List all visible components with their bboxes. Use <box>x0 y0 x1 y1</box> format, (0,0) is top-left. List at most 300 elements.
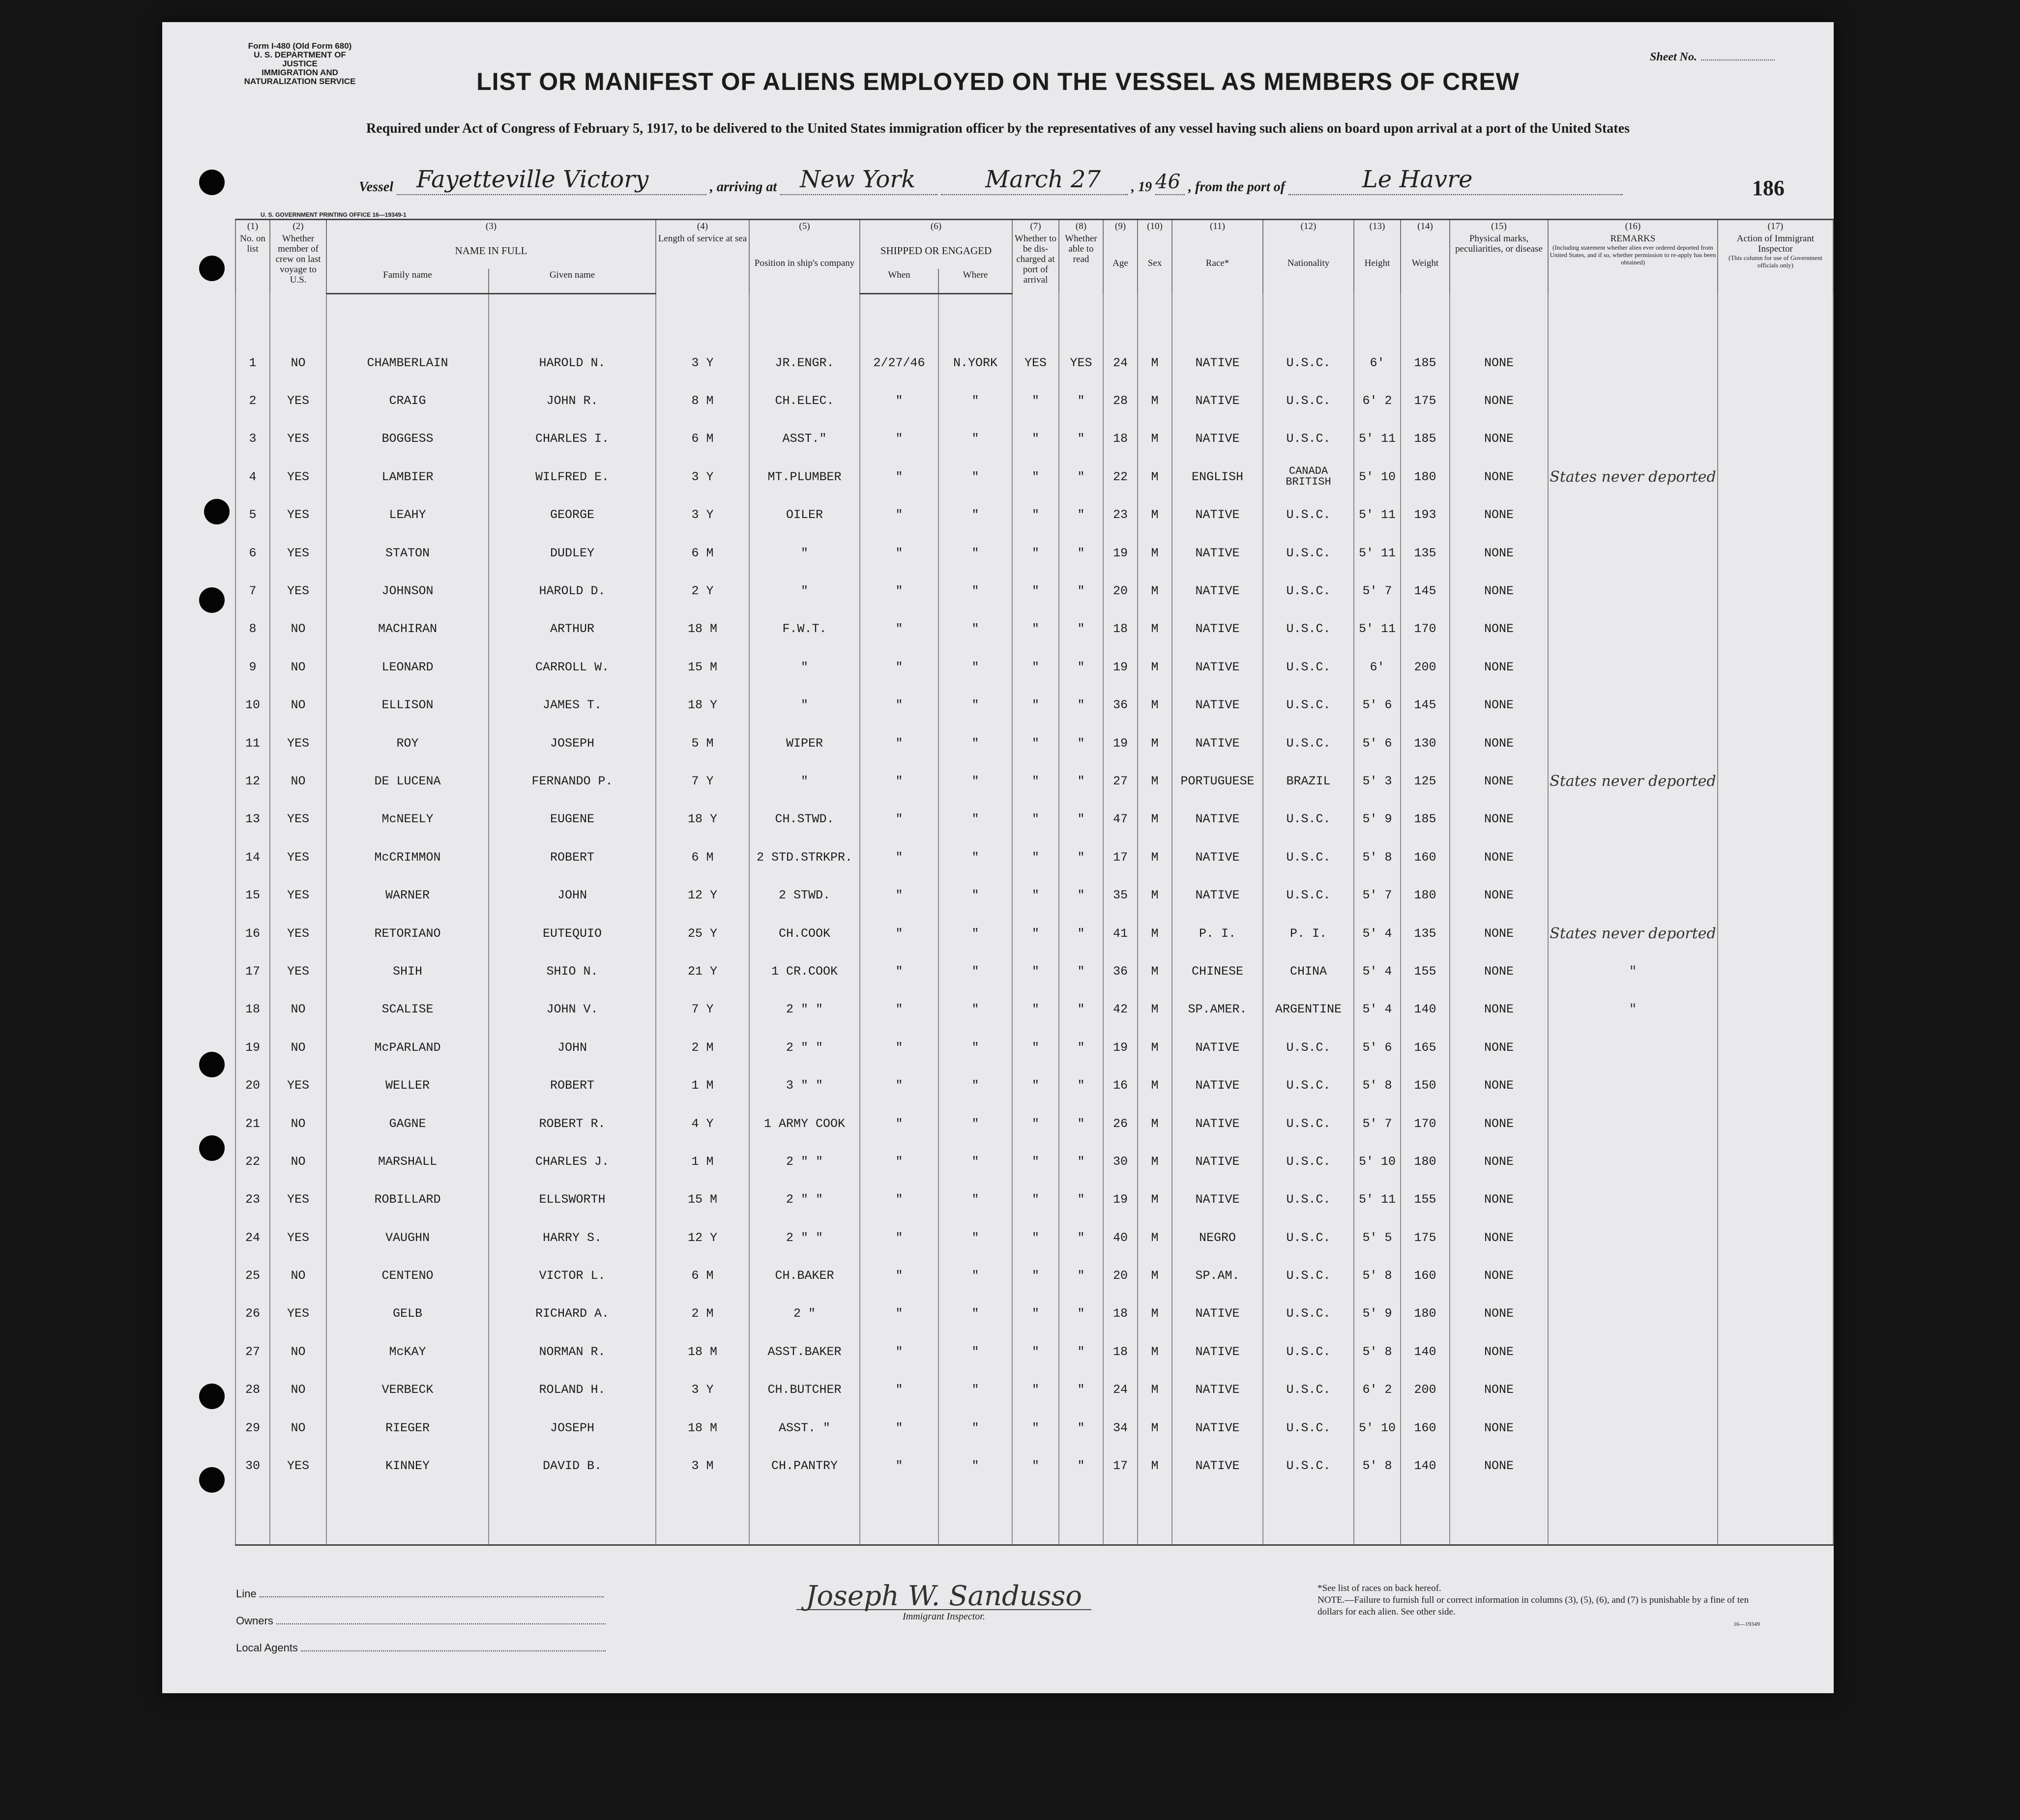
service-length-cell: 6 M <box>656 838 749 876</box>
race-cell: NATIVE <box>1172 1067 1263 1104</box>
local-agents-field <box>236 1642 606 1654</box>
sex-cell: M <box>1138 610 1172 648</box>
crew-row <box>235 953 1833 990</box>
shipped-where-cell: " <box>938 953 1012 990</box>
inspector-action-cell <box>1718 382 1833 420</box>
crew-row <box>235 420 1833 458</box>
row-number: 25 <box>235 1257 270 1295</box>
weight-cell: 150 <box>1401 1067 1450 1104</box>
from-port: Le Havre <box>1362 166 1473 193</box>
shipped-where-cell: " <box>938 610 1012 648</box>
row-number: 8 <box>235 610 270 648</box>
able-to-read-cell: " <box>1059 838 1103 876</box>
inspector-action-cell <box>1718 990 1833 1028</box>
inspector-action-cell <box>1718 876 1833 914</box>
weight-cell: 180 <box>1401 1143 1450 1181</box>
family-name-cell: RIEGER <box>326 1409 489 1446</box>
inspector-action-cell <box>1718 1181 1833 1218</box>
discharged-cell: " <box>1012 1371 1059 1409</box>
nationality-cell: U.S.C. <box>1263 1333 1354 1371</box>
remarks-cell <box>1548 1333 1718 1371</box>
able-to-read-cell: " <box>1059 648 1103 686</box>
header-inspector-action <box>1718 232 1833 294</box>
physical-marks-cell: NONE <box>1450 572 1548 610</box>
able-to-read-cell: " <box>1059 1219 1103 1257</box>
from-port-field <box>1288 166 1623 195</box>
weight-cell: 180 <box>1401 1295 1450 1332</box>
shipped-when-cell: " <box>860 876 938 914</box>
arrival-year: 46 <box>1155 171 1181 193</box>
header-last-voyage: Whether member of crew on last voyage to U.S. <box>270 232 326 294</box>
race-cell: NATIVE <box>1172 610 1263 648</box>
header-sex: Sex <box>1138 232 1172 294</box>
able-to-read-cell: " <box>1059 1143 1103 1181</box>
discharged-cell: " <box>1012 572 1059 610</box>
crew-row <box>235 1029 1833 1067</box>
family-name-cell: MARSHALL <box>326 1143 489 1181</box>
shipped-when-cell: " <box>860 572 938 610</box>
discharged-cell: " <box>1012 1143 1059 1181</box>
nationality-cell: U.S.C. <box>1263 1143 1354 1181</box>
last-voyage-cell: YES <box>270 1219 326 1257</box>
family-name-cell: SHIH <box>326 953 489 990</box>
position-cell: " <box>749 648 860 686</box>
position-cell: ASST. " <box>749 1409 860 1446</box>
height-cell: 5' 7 <box>1354 572 1401 610</box>
family-name-cell: RETORIANO <box>326 914 489 952</box>
crew-row <box>235 876 1833 914</box>
race-cell: NATIVE <box>1172 1029 1263 1067</box>
shipped-where-cell: " <box>938 534 1012 572</box>
age-cell: 18 <box>1103 1333 1138 1371</box>
age-cell: 40 <box>1103 1219 1138 1257</box>
sex-cell: M <box>1138 1143 1172 1181</box>
shipped-when-cell: " <box>860 800 938 838</box>
crew-row <box>235 1181 1833 1218</box>
last-voyage-cell: NO <box>270 344 326 382</box>
sex-cell: M <box>1138 420 1172 458</box>
discharged-cell: " <box>1012 534 1059 572</box>
inspector-action-cell <box>1718 1371 1833 1409</box>
sex-cell: M <box>1138 914 1172 952</box>
header-where: Where <box>938 269 1012 294</box>
col-number: (11) <box>1172 220 1263 233</box>
crew-row <box>235 1371 1833 1409</box>
sex-cell: M <box>1138 648 1172 686</box>
able-to-read-cell: " <box>1059 1295 1103 1332</box>
crew-row <box>235 1104 1833 1142</box>
remarks-cell <box>1548 1067 1718 1104</box>
able-to-read-cell: " <box>1059 1333 1103 1371</box>
age-cell: 28 <box>1103 382 1138 420</box>
row-number: 28 <box>235 1371 270 1409</box>
remarks-cell <box>1548 1219 1718 1257</box>
row-number: 6 <box>235 534 270 572</box>
shipped-where-cell: " <box>938 800 1012 838</box>
height-cell: 5' 8 <box>1354 838 1401 876</box>
weight-cell: 175 <box>1401 1219 1450 1257</box>
able-to-read-cell: " <box>1059 724 1103 762</box>
row-number: 2 <box>235 382 270 420</box>
position-cell: " <box>749 572 860 610</box>
nationality-cell: U.S.C. <box>1263 1181 1354 1218</box>
position-cell: CH.STWD. <box>749 800 860 838</box>
age-cell: 18 <box>1103 420 1138 458</box>
able-to-read-cell: " <box>1059 990 1103 1028</box>
height-cell: 5' 6 <box>1354 686 1401 724</box>
sex-cell: M <box>1138 686 1172 724</box>
shipped-where-cell: " <box>938 458 1012 496</box>
shipped-where-cell: " <box>938 990 1012 1028</box>
shipped-when-cell: " <box>860 496 938 534</box>
sheet-number <box>1650 51 1775 64</box>
vessel-field <box>397 166 706 195</box>
manifest-sheet <box>162 22 1834 1693</box>
given-name-cell: VICTOR L. <box>489 1257 656 1295</box>
able-to-read-cell: " <box>1059 610 1103 648</box>
weight-cell: 125 <box>1401 762 1450 800</box>
given-name-cell: ELLSWORTH <box>489 1181 656 1218</box>
col-number: (4) <box>656 220 749 233</box>
physical-marks-cell: NONE <box>1450 344 1548 382</box>
given-name-cell: HAROLD D. <box>489 572 656 610</box>
last-voyage-cell: YES <box>270 534 326 572</box>
inspector-note: (This column for use of Government officials only) <box>1728 254 1822 269</box>
service-length-cell: 12 Y <box>656 1219 749 1257</box>
remarks-cell <box>1548 534 1718 572</box>
inspector-action-cell <box>1718 1219 1833 1257</box>
service-length-cell: 21 Y <box>656 953 749 990</box>
sex-cell: M <box>1138 838 1172 876</box>
shipped-when-cell: " <box>860 1067 938 1104</box>
nationality-cell: U.S.C. <box>1263 648 1354 686</box>
age-cell: 19 <box>1103 1029 1138 1067</box>
col-number: (9) <box>1103 220 1138 233</box>
weight-cell: 145 <box>1401 572 1450 610</box>
age-cell: 19 <box>1103 648 1138 686</box>
row-number: 10 <box>235 686 270 724</box>
family-name-cell: GAGNE <box>326 1104 489 1142</box>
row-number: 18 <box>235 990 270 1028</box>
position-cell: 2 " " <box>749 990 860 1028</box>
able-to-read-cell: " <box>1059 1371 1103 1409</box>
crew-row <box>235 990 1833 1028</box>
height-cell: 6' 2 <box>1354 1371 1401 1409</box>
discharged-cell: " <box>1012 1029 1059 1067</box>
height-cell: 5' 11 <box>1354 610 1401 648</box>
service-length-cell: 2 M <box>656 1029 749 1067</box>
able-to-read-cell: " <box>1059 686 1103 724</box>
nationality-cell: U.S.C. <box>1263 1067 1354 1104</box>
shipped-where-cell: " <box>938 1104 1012 1142</box>
last-voyage-cell: NO <box>270 1409 326 1446</box>
age-cell: 18 <box>1103 610 1138 648</box>
discharged-cell: " <box>1012 800 1059 838</box>
sex-cell: M <box>1138 534 1172 572</box>
race-cell: NATIVE <box>1172 534 1263 572</box>
physical-marks-cell: NONE <box>1450 1447 1548 1485</box>
discharged-cell: " <box>1012 1104 1059 1142</box>
crew-row <box>235 458 1833 496</box>
service-length-cell: 6 M <box>656 1257 749 1295</box>
family-name-cell: WELLER <box>326 1067 489 1104</box>
binder-hole <box>199 1467 225 1493</box>
row-number: 17 <box>235 953 270 990</box>
weight-cell: 200 <box>1401 1371 1450 1409</box>
vessel-name: Fayetteville Victory <box>416 166 649 193</box>
sex-cell: M <box>1138 1104 1172 1142</box>
inspector-action-cell <box>1718 1409 1833 1446</box>
crew-row <box>235 1219 1833 1257</box>
age-cell: 41 <box>1103 914 1138 952</box>
physical-marks-cell: NONE <box>1450 458 1548 496</box>
shipped-where-cell: " <box>938 686 1012 724</box>
crew-row <box>235 344 1833 382</box>
service-length-cell: 18 Y <box>656 800 749 838</box>
nationality-cell: U.S.C. <box>1263 420 1354 458</box>
year-field <box>1155 171 1185 195</box>
last-voyage-cell: YES <box>270 1295 326 1332</box>
remarks-cell <box>1548 344 1718 382</box>
physical-marks-cell: NONE <box>1450 838 1548 876</box>
last-voyage-cell: NO <box>270 648 326 686</box>
given-name-cell: ROBERT <box>489 1067 656 1104</box>
crew-row <box>235 648 1833 686</box>
shipped-where-cell: " <box>938 1181 1012 1218</box>
remarks-cell: States never deported <box>1548 762 1718 800</box>
given-name-cell: RICHARD A. <box>489 1295 656 1332</box>
height-cell: 5' 6 <box>1354 724 1401 762</box>
given-name-cell: WILFRED E. <box>489 458 656 496</box>
remarks-cell: " <box>1548 953 1718 990</box>
height-cell: 5' 10 <box>1354 458 1401 496</box>
sex-cell: M <box>1138 1333 1172 1371</box>
sex-cell: M <box>1138 344 1172 382</box>
inspector-action-cell <box>1718 838 1833 876</box>
position-cell: 2 " <box>749 1295 860 1332</box>
race-cell: PORTUGUESE <box>1172 762 1263 800</box>
sex-cell: M <box>1138 496 1172 534</box>
weight-cell: 180 <box>1401 876 1450 914</box>
header-able-to-read: Whether able to read <box>1059 232 1103 294</box>
discharged-cell: " <box>1012 420 1059 458</box>
header-shipped-engaged: SHIPPED OR ENGAGED <box>860 232 1012 269</box>
last-voyage-cell: YES <box>270 1067 326 1104</box>
race-cell: NATIVE <box>1172 686 1263 724</box>
position-cell: 2 STD.STRKPR. <box>749 838 860 876</box>
remarks-cell <box>1548 1409 1718 1446</box>
able-to-read-cell: " <box>1059 876 1103 914</box>
row-number: 5 <box>235 496 270 534</box>
given-name-cell: HARRY S. <box>489 1219 656 1257</box>
physical-marks-cell: NONE <box>1450 1104 1548 1142</box>
shipped-when-cell: " <box>860 914 938 952</box>
last-voyage-cell: NO <box>270 1371 326 1409</box>
remarks-cell <box>1548 838 1718 876</box>
remarks-cell <box>1548 876 1718 914</box>
discharged-cell: " <box>1012 496 1059 534</box>
crew-row <box>235 572 1833 610</box>
position-cell: 3 " " <box>749 1067 860 1104</box>
height-cell: 5' 11 <box>1354 420 1401 458</box>
given-name-cell: SHIO N. <box>489 953 656 990</box>
last-voyage-cell: YES <box>270 876 326 914</box>
arrival-port: New York <box>800 166 916 193</box>
discharged-cell: " <box>1012 1181 1059 1218</box>
age-cell: 35 <box>1103 876 1138 914</box>
height-cell: 5' 7 <box>1354 876 1401 914</box>
age-cell: 36 <box>1103 953 1138 990</box>
age-cell: 17 <box>1103 1447 1138 1485</box>
discharged-cell: " <box>1012 1219 1059 1257</box>
shipped-when-cell: " <box>860 686 938 724</box>
nationality-cell: U.S.C. <box>1263 382 1354 420</box>
family-name-cell: CENTENO <box>326 1257 489 1295</box>
nationality-cell: U.S.C. <box>1263 1371 1354 1409</box>
owners-label: Owners <box>236 1615 273 1627</box>
shipped-where-cell: " <box>938 876 1012 914</box>
col-number: (17) <box>1718 220 1833 233</box>
last-voyage-cell: YES <box>270 458 326 496</box>
row-number: 11 <box>235 724 270 762</box>
given-name-cell: JOSEPH <box>489 724 656 762</box>
row-number: 13 <box>235 800 270 838</box>
remarks-cell <box>1548 800 1718 838</box>
nationality-cell: U.S.C. <box>1263 724 1354 762</box>
last-voyage-cell: YES <box>270 724 326 762</box>
binder-hole <box>199 170 225 195</box>
race-cell: NATIVE <box>1172 838 1263 876</box>
age-cell: 23 <box>1103 496 1138 534</box>
position-cell: 2 " " <box>749 1219 860 1257</box>
column-header-row <box>235 232 1833 269</box>
binder-hole <box>199 1384 225 1409</box>
year-prefix: , 19 <box>1131 179 1152 195</box>
nationality-cell: CANADA BRITISH <box>1263 458 1354 496</box>
weight-cell: 145 <box>1401 686 1450 724</box>
age-cell: 47 <box>1103 800 1138 838</box>
shipped-where-cell: " <box>938 1295 1012 1332</box>
sex-cell: M <box>1138 1257 1172 1295</box>
sex-cell: M <box>1138 572 1172 610</box>
header-height: Height <box>1354 232 1401 294</box>
inspector-label: Immigrant Inspector. <box>796 1609 1091 1622</box>
inspector-action-cell <box>1718 458 1833 496</box>
family-name-cell: McKAY <box>326 1333 489 1371</box>
service-length-cell: 3 Y <box>656 344 749 382</box>
header-remarks <box>1548 232 1718 294</box>
remarks-cell <box>1548 1371 1718 1409</box>
position-cell: F.W.T. <box>749 610 860 648</box>
discharged-cell: " <box>1012 382 1059 420</box>
family-name-cell: ELLISON <box>326 686 489 724</box>
position-cell: " <box>749 686 860 724</box>
discharged-cell: " <box>1012 838 1059 876</box>
weight-cell: 160 <box>1401 838 1450 876</box>
service-length-cell: 8 M <box>656 382 749 420</box>
crew-row <box>235 838 1833 876</box>
given-name-cell: JOSEPH <box>489 1409 656 1446</box>
physical-marks-cell: NONE <box>1450 800 1548 838</box>
service-length-cell: 2 M <box>656 1295 749 1332</box>
service-length-cell: 3 M <box>656 1447 749 1485</box>
line-field <box>236 1588 604 1600</box>
sex-cell: M <box>1138 1067 1172 1104</box>
service-length-cell: 2 Y <box>656 572 749 610</box>
shipped-when-cell: " <box>860 420 938 458</box>
physical-marks-cell: NONE <box>1450 724 1548 762</box>
col-number: (16) <box>1548 220 1718 233</box>
shipped-when-cell: " <box>860 1143 938 1181</box>
row-number: 20 <box>235 1067 270 1104</box>
inspector-action-cell <box>1718 534 1833 572</box>
position-cell: 1 CR.COOK <box>749 953 860 990</box>
shipped-when-cell: " <box>860 648 938 686</box>
height-cell: 5' 8 <box>1354 1447 1401 1485</box>
weight-cell: 135 <box>1401 914 1450 952</box>
discharged-cell: " <box>1012 686 1059 724</box>
weight-cell: 200 <box>1401 648 1450 686</box>
nationality-cell: U.S.C. <box>1263 1104 1354 1142</box>
discharged-cell: " <box>1012 724 1059 762</box>
age-cell: 20 <box>1103 572 1138 610</box>
race-cell: NEGRO <box>1172 1219 1263 1257</box>
last-voyage-cell: NO <box>270 686 326 724</box>
header-nationality: Nationality <box>1263 232 1354 294</box>
col-number: (13) <box>1354 220 1401 233</box>
inspector-action-cell <box>1718 1067 1833 1104</box>
sex-cell: M <box>1138 990 1172 1028</box>
local-agents-label: Local Agents <box>236 1642 298 1654</box>
discharged-cell: " <box>1012 1409 1059 1446</box>
age-cell: 26 <box>1103 1104 1138 1142</box>
able-to-read-cell: " <box>1059 800 1103 838</box>
inspector-action-cell <box>1718 648 1833 686</box>
remarks-cell <box>1548 1104 1718 1142</box>
age-cell: 19 <box>1103 1181 1138 1218</box>
shipped-where-cell: " <box>938 1257 1012 1295</box>
age-cell: 22 <box>1103 458 1138 496</box>
remarks-cell <box>1548 572 1718 610</box>
last-voyage-cell: NO <box>270 1104 326 1142</box>
given-name-cell: ROBERT <box>489 838 656 876</box>
service-length-cell: 5 M <box>656 724 749 762</box>
age-cell: 17 <box>1103 838 1138 876</box>
shipped-when-cell: " <box>860 1029 938 1067</box>
discharged-cell: " <box>1012 1067 1059 1104</box>
age-cell: 16 <box>1103 1067 1138 1104</box>
remarks-cell <box>1548 1029 1718 1067</box>
crew-row <box>235 1447 1833 1485</box>
crew-row <box>235 1257 1833 1295</box>
crew-row <box>235 1409 1833 1446</box>
physical-marks-cell: NONE <box>1450 990 1548 1028</box>
nationality-cell: P. I. <box>1263 914 1354 952</box>
department-name: U. S. DEPARTMENT OF JUSTICE <box>254 50 346 68</box>
sex-cell: M <box>1138 1409 1172 1446</box>
end-padding-row <box>235 1485 1833 1545</box>
last-voyage-cell: NO <box>270 1029 326 1067</box>
height-cell: 5' 8 <box>1354 1333 1401 1371</box>
given-name-cell: ARTHUR <box>489 610 656 648</box>
family-name-cell: GELB <box>326 1295 489 1332</box>
shipped-where-cell: " <box>938 1371 1012 1409</box>
last-voyage-cell: YES <box>270 496 326 534</box>
shipped-when-cell: " <box>860 382 938 420</box>
row-number: 19 <box>235 1029 270 1067</box>
header-weight: Weight <box>1401 232 1450 294</box>
sex-cell: M <box>1138 1029 1172 1067</box>
